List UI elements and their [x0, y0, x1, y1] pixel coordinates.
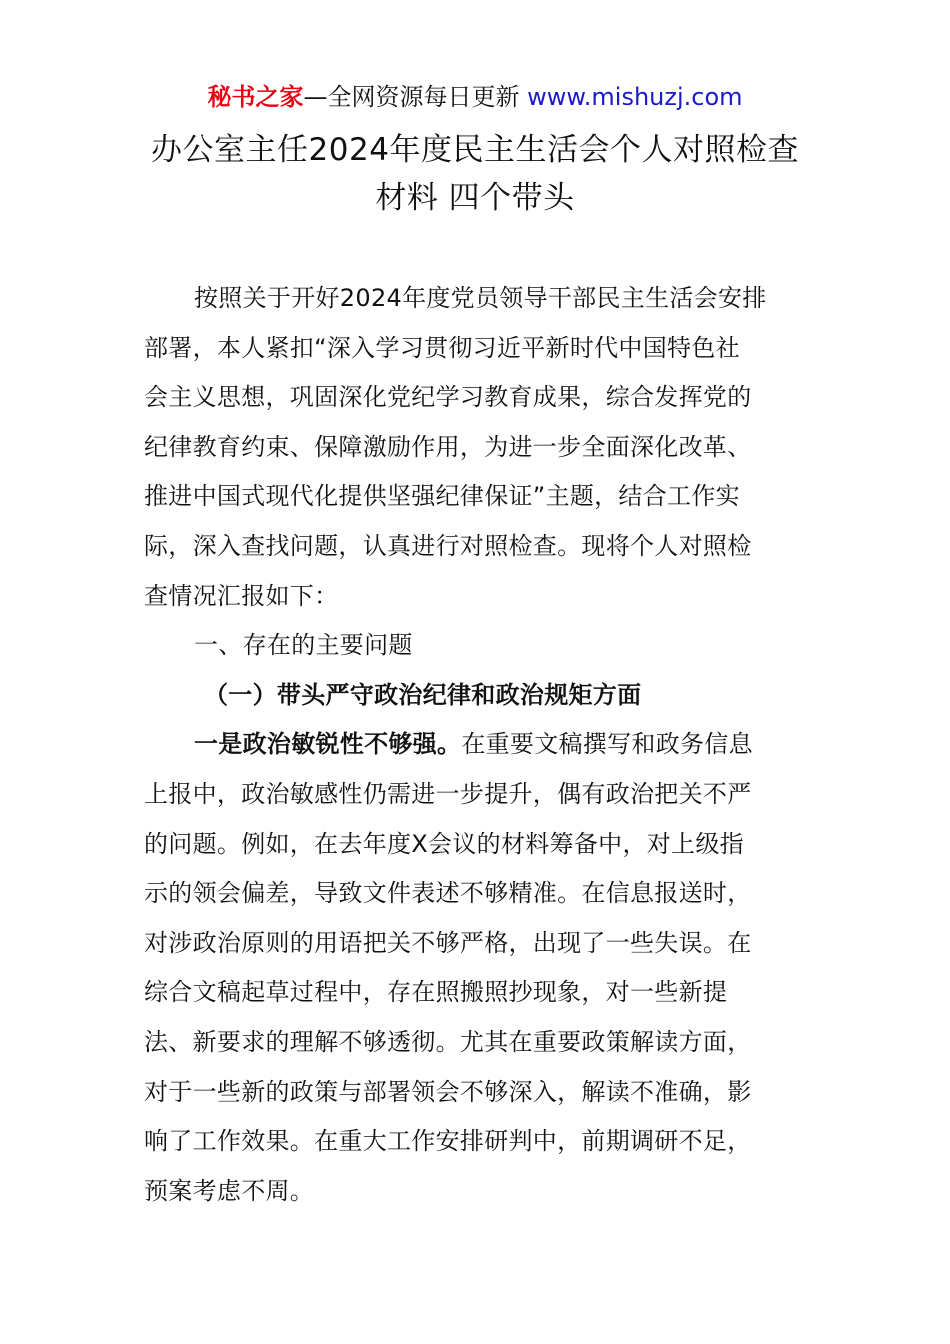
title-line-2: 材料 四个带头: [375, 180, 575, 216]
document-body: [144, 274, 809, 1216]
paragraph-line: 部署，本人紧扣“深入学习贯彻习近平新时代中国特色社: [144, 333, 740, 362]
paragraph-line: 对涉政治原则的用语把关不够严格，出现了一些失误。在: [144, 928, 752, 957]
paragraph-line: 法、新要求的理解不够透彻。尤其在重要政策解读方面，: [144, 1027, 752, 1056]
paragraph-line: 综合文稿起草过程中，存在照搬照抄现象，对一些新提: [144, 978, 728, 1007]
paragraph-line: 纪律教育约束、保障激励作用，为进一步全面深化改革、: [144, 432, 752, 461]
paragraph-line: 推进中国式现代化提供坚强纪律保证”主题，结合工作实: [144, 482, 740, 511]
point-first-line: [144, 720, 809, 770]
paragraph-line: 际，深入查找问题，认真进行对照检查。现将个人对照检: [144, 531, 752, 560]
paragraph-line: 示的领会偏差，导致文件表述不够精准。在信息报送时，: [144, 879, 752, 908]
point-lead: 一是政治敏锐性不够强。: [194, 730, 462, 759]
point-first-line-text: 在重要文稿撰写和政务信息: [461, 730, 753, 759]
paragraph-line: 响了工作效果。在重大工作安排研判中，前期调研不足，: [144, 1127, 752, 1156]
intro-paragraph: [144, 274, 809, 621]
paragraph-line: 会主义思想，巩固深化党纪学习教育成果，综合发挥党的: [144, 383, 752, 412]
site-url-link[interactable]: www.mishuzj.com: [527, 83, 743, 111]
header-tagline: —全网资源每日更新: [303, 83, 520, 111]
paragraph-line: 对于一些新的政策与部署领会不够深入，解读不准确，影: [144, 1077, 752, 1106]
section-heading: 一、存在的主要问题: [194, 631, 413, 660]
paragraph-line: 查情况汇报如下：: [144, 581, 339, 610]
paragraph-line: 按照关于开好2024年度党员领导干部民主生活会安排: [194, 284, 767, 312]
subsection-heading: （一）带头严守政治纪律和政治规矩方面: [204, 680, 642, 709]
title-line-1: 办公室主任2024年度民主生活会个人对照检查: [151, 132, 799, 168]
point-paragraph: [144, 720, 809, 1216]
paragraph-line: 上报中，政治敏感性仍需进一步提升，偶有政治把关不严: [144, 779, 752, 808]
site-header: [0, 80, 950, 114]
brand-name: 秘书之家: [207, 83, 304, 111]
paragraph-line: 的问题。例如，在去年度X会议的材料筹备中，对上级指: [144, 829, 744, 858]
paragraph-line: 预案考虑不周。: [144, 1176, 315, 1205]
document-title: [120, 126, 830, 222]
